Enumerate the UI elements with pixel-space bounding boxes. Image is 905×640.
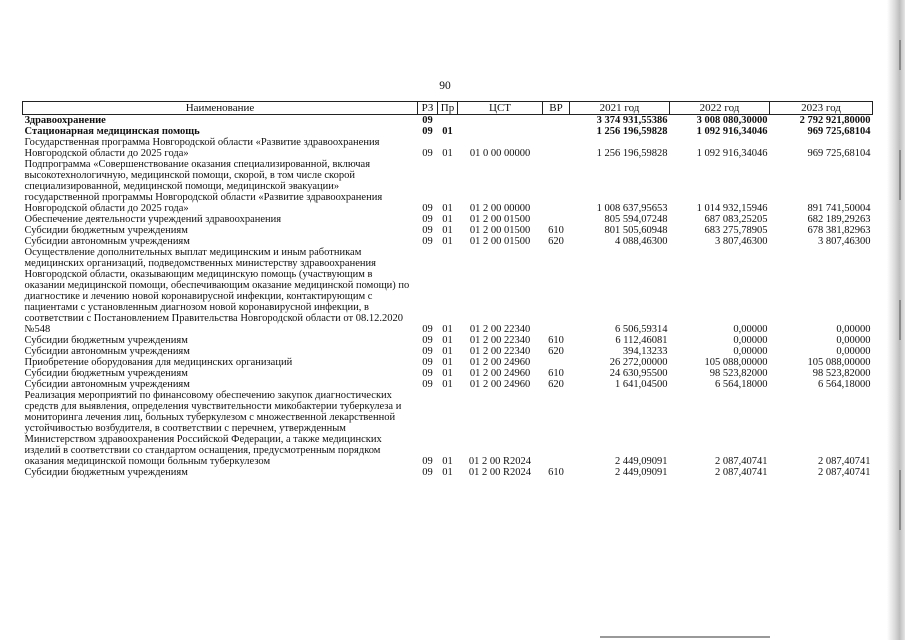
cell-2022: 98 523,82000	[709, 368, 768, 379]
table-row	[23, 368, 873, 379]
cell-rz: 09	[422, 335, 433, 346]
scan-artifact	[899, 300, 901, 340]
budget-table	[22, 101, 873, 478]
cell-rz: 09	[422, 148, 433, 159]
cell-2021: 6 506,59314	[615, 324, 668, 335]
table-row	[23, 247, 873, 335]
cell-2023: 969 725,68104	[807, 126, 871, 137]
cell-2022: 3 807,46300	[715, 236, 768, 247]
cell-rz: 09	[422, 324, 433, 335]
cell-2021: 394,13233	[622, 346, 668, 357]
cell-2023: 98 523,82000	[812, 368, 871, 379]
cell-cst: 01 2 00 R2024	[468, 456, 532, 467]
table-row	[23, 346, 873, 357]
cell-cst: 01 2 00 24960	[469, 357, 531, 368]
cell-vr: 620	[548, 236, 564, 247]
cell-name: Подпрограмма «Совершенствование оказания специализированной, включая высокотехнологичную, медицинской помощи, скорой, в том числе скорой специализированной, медицинской помощи, медицинской эвакуации» государственной программы Новгородской области «Развитие здравоохранения Новгородской области до 2025 года»	[24, 159, 383, 214]
cell-2021: 2 449,09091	[615, 456, 668, 467]
cell-pr: 01	[442, 148, 453, 159]
cell-vr: 610	[548, 467, 564, 478]
cell-2021: 1 008 637,95653	[596, 203, 668, 214]
table-row	[23, 390, 873, 467]
cell-2023: 678 381,82963	[807, 225, 871, 236]
cell-pr: 01	[442, 214, 453, 225]
cell-cst: 01 2 00 00000	[469, 203, 531, 214]
cell-2023: 2 087,40741	[818, 456, 871, 467]
cell-vr: 620	[548, 379, 564, 390]
cell-2021: 1 256 196,59828	[596, 148, 668, 159]
cell-name: Осуществление дополнительных выплат медицинским и иным работникам медицинских организаций, подведомственных министерству здравоохранения Новгородской области, оказывающим медицинскую помощь (участвующим в оказании медицинской помощи, обеспечивающим оказание медицинской помощи) по диагностике и лечению новой коронавирусной инфекции, контактирующим с пациентами с установленным диагнозом новой коронавирусной инфекции, в соответствии с Постановлением Правительства Новгородской области от 08.12.2020 №548	[24, 247, 410, 335]
cell-rz: 09	[422, 214, 433, 225]
cell-pr: 01	[442, 126, 453, 137]
cell-2021: 4 088,46300	[615, 236, 668, 247]
scan-artifact	[899, 150, 901, 200]
cell-rz: 09	[422, 357, 433, 368]
cell-vr	[543, 137, 570, 159]
cell-rz: 09	[422, 379, 433, 390]
table-row	[23, 467, 873, 478]
page-number: 90	[439, 80, 451, 92]
cell-name: Здравоохранение	[24, 115, 106, 126]
table-row	[23, 236, 873, 247]
cell-cst	[458, 126, 543, 137]
cell-pr: 01	[442, 236, 453, 247]
table-row	[23, 115, 873, 127]
cell-pr: 01	[442, 346, 453, 357]
cell-2021: 26 272,00000	[609, 357, 668, 368]
cell-rz: 09	[422, 368, 433, 379]
cell-2022: 2 087,40741	[715, 467, 768, 478]
cell-pr: 01	[442, 335, 453, 346]
cell-vr: 610	[548, 225, 564, 236]
cell-2023: 105 088,00000	[807, 357, 871, 368]
cell-pr: 01	[442, 467, 453, 478]
header-2022: 2022 год	[670, 102, 770, 115]
cell-2023: 0,00000	[836, 324, 871, 335]
cell-pr	[438, 115, 458, 127]
cell-2023: 2 792 921,80000	[799, 115, 871, 126]
table-row	[23, 357, 873, 368]
cell-2021: 2 449,09091	[615, 467, 668, 478]
cell-2022: 0,00000	[733, 335, 768, 346]
cell-2023: 0,00000	[836, 346, 871, 357]
cell-vr	[543, 115, 570, 127]
cell-pr: 01	[442, 456, 453, 467]
table-row	[23, 214, 873, 225]
cell-name: Субсидии автономным учреждениям	[24, 379, 190, 390]
cell-cst: 01 2 00 24960	[469, 379, 531, 390]
scanned-page-edge	[887, 0, 905, 640]
cell-2023: 682 189,29263	[807, 214, 871, 225]
cell-name: Субсидии бюджетным учреждениям	[24, 225, 188, 236]
header-2023: 2023 год	[770, 102, 873, 115]
cell-2023: 0,00000	[836, 335, 871, 346]
cell-vr	[543, 159, 570, 214]
cell-name: Субсидии бюджетным учреждениям	[24, 467, 188, 478]
table-header-row	[23, 102, 873, 115]
cell-name: Субсидии бюджетным учреждениям	[24, 335, 188, 346]
cell-name: Приобретение оборудования для медицинских организаций	[24, 357, 293, 368]
cell-cst: 01 2 00 01500	[469, 225, 531, 236]
cell-pr: 01	[442, 357, 453, 368]
cell-rz: 09	[422, 467, 433, 478]
cell-2023: 6 564,18000	[818, 379, 871, 390]
cell-pr: 01	[442, 203, 453, 214]
cell-2021: 801 505,60948	[604, 225, 668, 236]
cell-rz: 09	[422, 456, 433, 467]
cell-2021: 1 256 196,59828	[596, 126, 668, 137]
cell-name: Государственная программа Новгородской области «Развитие здравоохранения Новгородской области до 2025 года»	[24, 137, 380, 159]
cell-rz: 09	[422, 115, 433, 126]
header-pr: Пр	[438, 102, 458, 115]
cell-pr: 01	[442, 225, 453, 236]
cell-2021: 805 594,07248	[604, 214, 668, 225]
cell-cst: 01 2 00 22340	[469, 346, 531, 357]
cell-cst: 01 2 00 01500	[469, 236, 531, 247]
cell-2022: 105 088,00000	[704, 357, 768, 368]
cell-2022: 2 087,40741	[715, 456, 768, 467]
cell-cst: 01 2 00 01500	[469, 214, 531, 225]
table-row	[23, 225, 873, 236]
cell-2022: 1 014 932,15946	[696, 203, 768, 214]
cell-2023: 3 807,46300	[818, 236, 871, 247]
cell-pr: 01	[442, 379, 453, 390]
cell-cst: 01 2 00 22340	[469, 324, 531, 335]
cell-cst: 01 2 00 R2024	[468, 467, 532, 478]
header-rz: РЗ	[418, 102, 438, 115]
header-2021: 2021 год	[570, 102, 670, 115]
cell-rz: 09	[422, 236, 433, 247]
scan-artifact	[899, 40, 901, 70]
cell-2022: 687 083,25205	[704, 214, 768, 225]
cell-2021: 1 641,04500	[615, 379, 668, 390]
cell-vr	[543, 247, 570, 335]
header-name: Наименование	[23, 102, 418, 115]
cell-rz: 09	[422, 346, 433, 357]
cell-pr: 01	[442, 324, 453, 335]
cell-vr	[543, 214, 570, 225]
cell-2022: 0,00000	[733, 324, 768, 335]
cell-vr: 620	[548, 346, 564, 357]
cell-2022: 0,00000	[733, 346, 768, 357]
cell-2022: 6 564,18000	[715, 379, 768, 390]
cell-2021: 24 630,95500	[609, 368, 668, 379]
table-row	[23, 159, 873, 214]
cell-2021: 3 374 931,55386	[596, 115, 668, 126]
cell-2022: 1 092 916,34046	[696, 126, 768, 137]
scan-artifact	[899, 470, 901, 530]
cell-rz: 09	[422, 126, 433, 137]
cell-name: Субсидии автономным учреждениям	[24, 236, 190, 247]
cell-name: Реализация мероприятий по финансовому обеспечению закупок диагностических средств для выявления, определения чувствительности микобактерии туберкулеза и мониторинга лечения лиц, больных туберкулезом с множественной лекарственной устойчивостью возбудителя, в соответствии с перечнем, утвержденным Министерством здравоохранения Российской Федерации, а также медицинских изделий в соответствии со стандартом оснащения, предусмотренным порядком оказания медицинской помощи больным туберкулезом	[24, 390, 402, 467]
table-row	[23, 137, 873, 159]
cell-2022: 683 275,78905	[704, 225, 768, 236]
table-row	[23, 126, 873, 137]
cell-2023: 2 087,40741	[818, 467, 871, 478]
cell-vr	[543, 357, 570, 368]
cell-vr: 610	[548, 368, 564, 379]
cell-name: Обеспечение деятельности учреждений здравоохранения	[24, 214, 282, 225]
cell-vr	[543, 390, 570, 467]
scan-artifact	[600, 636, 770, 638]
cell-2023: 891 741,50004	[807, 203, 871, 214]
cell-cst: 01 2 00 22340	[469, 335, 531, 346]
cell-name: Субсидии бюджетным учреждениям	[24, 368, 188, 379]
cell-2023: 969 725,68104	[807, 148, 871, 159]
cell-2022: 3 008 080,30000	[696, 115, 768, 126]
cell-vr	[543, 126, 570, 137]
header-cst: ЦСТ	[458, 102, 543, 115]
cell-cst: 01 0 00 00000	[469, 148, 531, 159]
cell-pr: 01	[442, 368, 453, 379]
cell-name: Стационарная медицинская помощь	[24, 126, 200, 137]
cell-name: Субсидии автономным учреждениям	[24, 346, 190, 357]
header-vr: ВР	[543, 102, 570, 115]
cell-2021: 6 112,46081	[615, 335, 668, 346]
cell-vr: 610	[548, 335, 564, 346]
cell-cst	[458, 115, 543, 127]
cell-rz: 09	[422, 203, 433, 214]
cell-cst: 01 2 00 24960	[469, 368, 531, 379]
table-row	[23, 379, 873, 390]
cell-2022: 1 092 916,34046	[696, 148, 768, 159]
cell-rz: 09	[422, 225, 433, 236]
table-row	[23, 335, 873, 346]
